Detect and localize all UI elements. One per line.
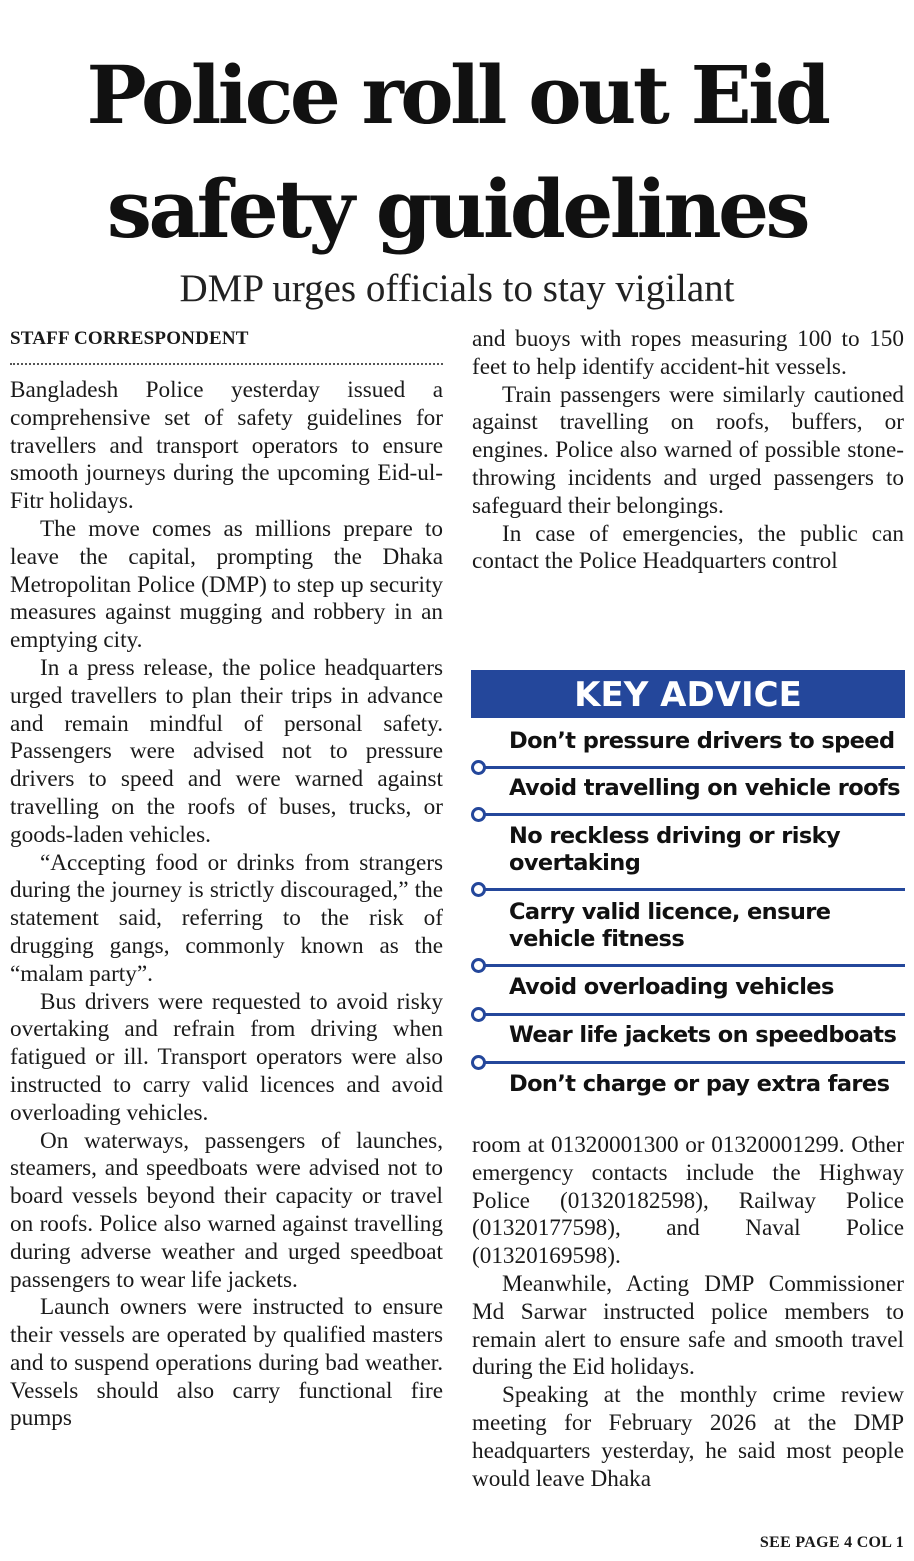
- paragraph: Bangladesh Police yesterday issued a comprehensive set of safety guidelines for travellers and transport operators to ensure smooth journeys during the upcoming Eid-ul-Fitr holidays.: [10, 377, 443, 515]
- headline: [0, 38, 914, 266]
- advice-item: Don’t charge or pay extra fares: [509, 1071, 890, 1097]
- bullet-circle-icon: [471, 882, 486, 897]
- paragraph: In a press release, the police headquarters urged travellers to plan their trips in advance and remain mindful of personal safety. Passengers were advised not to pressure drivers to speed and were warned against travelling on the roofs of buses, trucks, or goods-laden vehicles.: [10, 654, 443, 848]
- headline-line-2: safety guidelines: [106, 162, 808, 256]
- advice-item: Don’t pressure drivers to speed: [509, 728, 895, 754]
- bullet-circle-icon: [471, 1055, 486, 1070]
- bullet-circle-icon: [471, 760, 486, 775]
- article-column-1: [10, 377, 443, 1433]
- advice-item: Carry valid licence, ensure vehicle fitness: [509, 899, 831, 952]
- advice-divider: [483, 1013, 905, 1016]
- advice-divider: [483, 766, 905, 769]
- subheadline: DMP urges officials to stay vigilant: [179, 267, 735, 310]
- advice-divider: [483, 813, 905, 816]
- paragraph: Speaking at the monthly crime review meeting for February 2026 at the DMP headquarters yesterday, he said most people would leave Dhaka: [472, 1382, 904, 1492]
- continuation-jump-link[interactable]: SEE PAGE 4 COL 1: [759, 1534, 904, 1551]
- advice-item: Avoid overloading vehicles: [509, 974, 834, 1000]
- paragraph: Bus drivers were requested to avoid risky overtaking and refrain from driving when fatigued or ill. Transport operators were also instructed to carry valid licences and avoid overloading vehicles.: [10, 988, 443, 1126]
- article-column-2-top: [472, 326, 904, 576]
- byline: STAFF CORRESPONDENT: [10, 328, 249, 349]
- headline-line-1: Police roll out Eid: [86, 48, 828, 142]
- bullet-circle-icon: [471, 807, 486, 822]
- paragraph: On waterways, passengers of launches, steamers, and speedboats were advised not to board vessels beyond their capacity or travel on roofs. Police also warned against travelling during adverse weather and urged speedboat passengers to wear life jackets.: [10, 1127, 443, 1293]
- advice-item: Avoid travelling on vehicle roofs: [509, 775, 900, 801]
- paragraph: Launch owners were instructed to ensure their vessels are operated by qualified masters and to suspend operations during bad weather. Vessels should also carry functional fire pumps: [10, 1294, 443, 1432]
- byline-divider: [10, 363, 443, 365]
- advice-item: No reckless driving or risky overtaking: [509, 823, 841, 876]
- advice-divider: [483, 1061, 905, 1064]
- paragraph: and buoys with ropes measuring 100 to 150 feet to help identify accident-hit vessels.: [472, 326, 904, 380]
- advice-divider: [483, 964, 905, 967]
- paragraph: In case of emergencies, the public can contact the Police Headquarters control: [472, 520, 904, 575]
- paragraph: room at 01320001300 or 01320001299. Other emergency contacts include the Highway Police (01320182598), Railway Police (01320177598), and Naval Police (01320169598).: [472, 1132, 904, 1270]
- paragraph: “Accepting food or drinks from strangers during the journey is strictly discouraged,” the statement said, referring to the risk of drugging gangs, commonly known as the “malam party”.: [10, 849, 443, 987]
- paragraph: Meanwhile, Acting DMP Commissioner Md Sarwar instructed police members to remain alert to ensure safe and smooth travel during the Eid holidays.: [472, 1270, 904, 1381]
- bullet-circle-icon: [471, 1007, 486, 1022]
- advice-item: Wear life jackets on speedboats: [509, 1022, 897, 1048]
- paragraph: Train passengers were similarly cautioned against travelling on roofs, buffers, or engines. Police also warned of possible stone-throwing incidents and urged passengers to safeguard their belongings.: [472, 381, 904, 519]
- bullet-circle-icon: [471, 958, 486, 973]
- article-column-2-bottom: [472, 1132, 904, 1493]
- key-advice-box: [471, 670, 905, 1097]
- key-advice-title: KEY ADVICE: [471, 670, 905, 718]
- advice-divider: [483, 888, 905, 891]
- paragraph: The move comes as millions prepare to leave the capital, prompting the Dhaka Metropolitan Police (DMP) to step up security measures against mugging and robbery in an emptying city.: [10, 515, 443, 654]
